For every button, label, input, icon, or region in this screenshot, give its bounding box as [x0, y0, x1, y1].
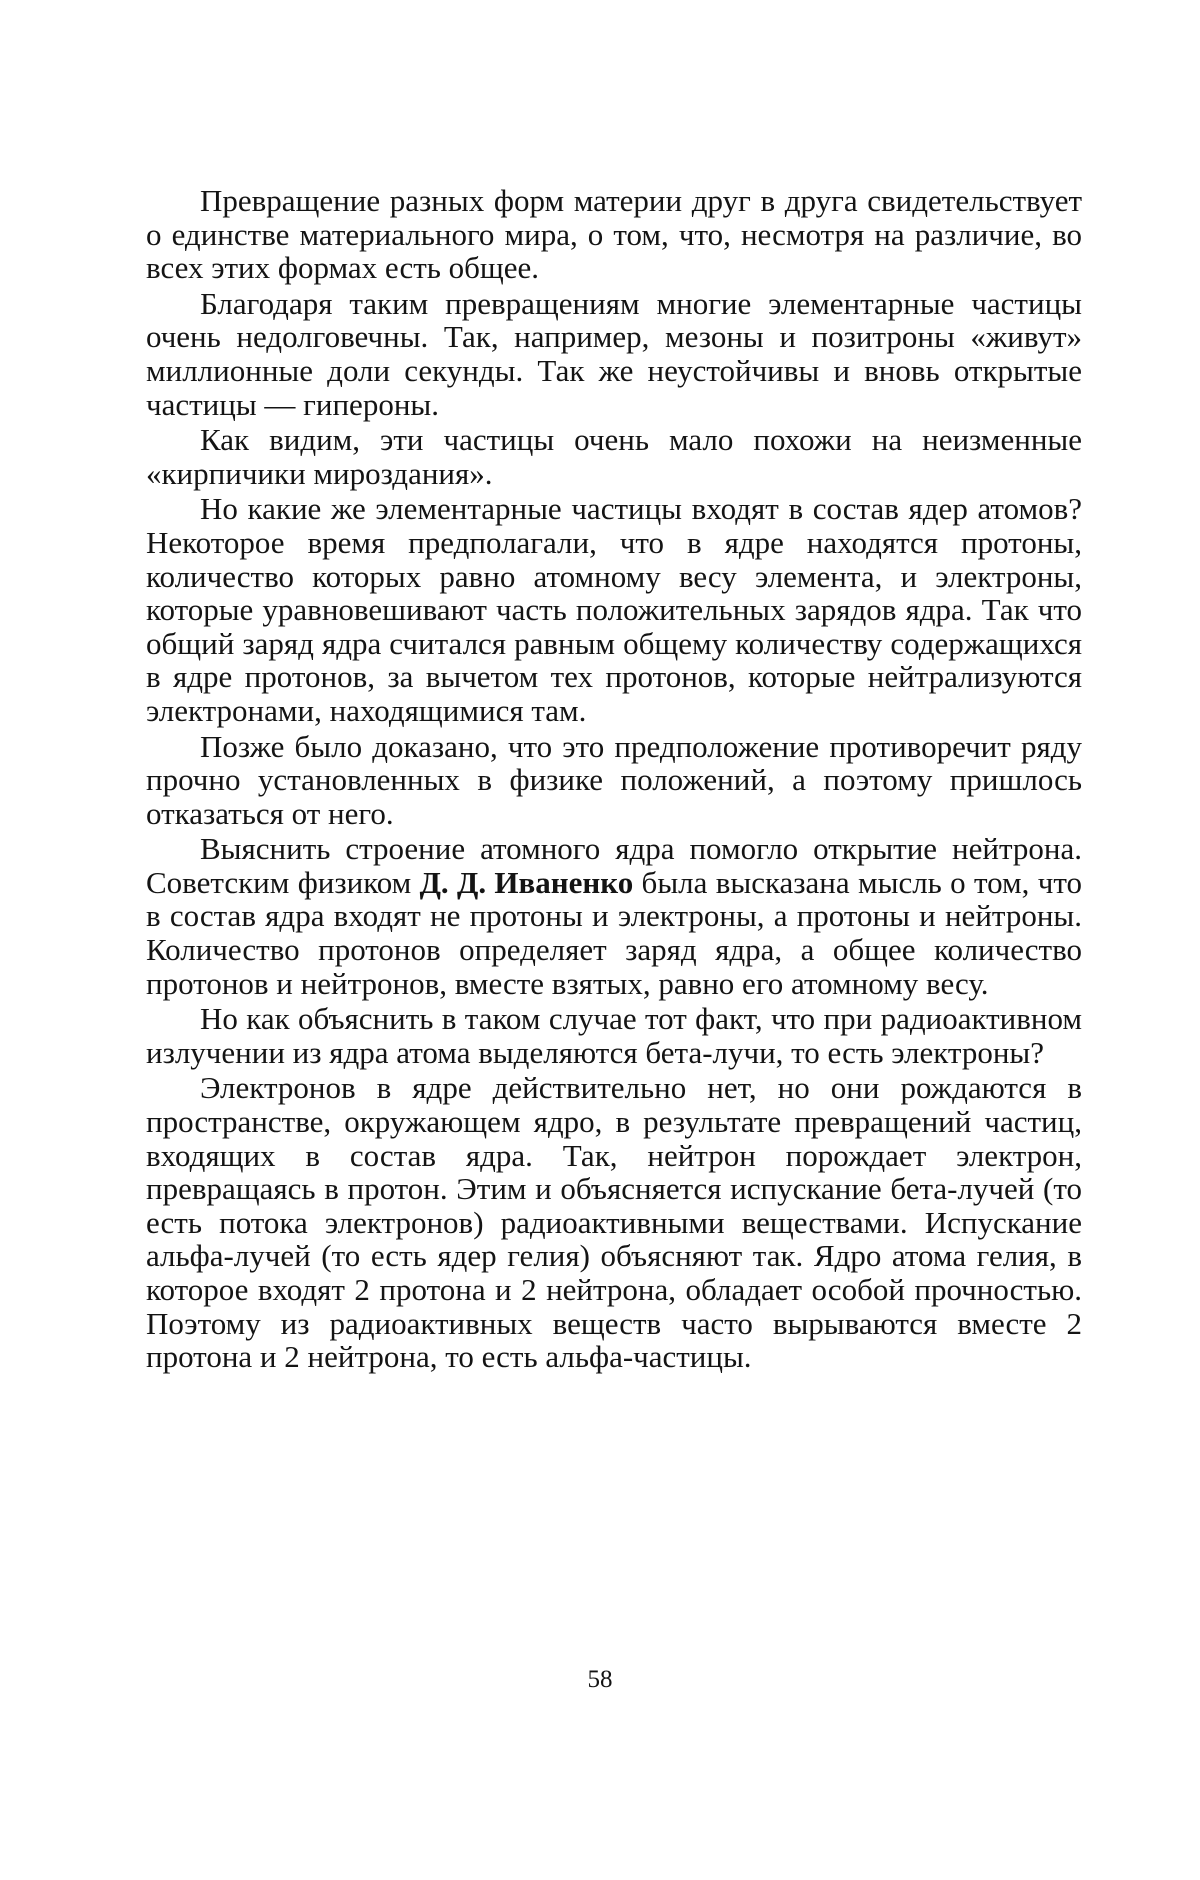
paragraph-6-text-before: Выяснить строение атомного ядра помогло открытие нейтрона. Советским физиком: [146, 831, 1082, 900]
paragraph-1: [146, 184, 1082, 285]
paragraph-1-text: Превращение разных форм материи друг в друга свидетельствует о единстве материального мира, о том, что, несмотря на различие, во всех этих формах есть общее.: [146, 183, 1082, 286]
paragraph-4: [146, 492, 1082, 727]
paragraph-8-text: Электронов в ядре действительно нет, но они рождаются в пространстве, окружающем ядро, в результате превращений частиц, входящих в состав ядра. Так, нейтрон порождает электрон, превращаясь в протон. Этим и объясняется испускание бета-лучей (то есть потока электронов) радиоактивными веществами. Испускание альфа-лучей (то есть ядер гелия) объясняют так. Ядро атома гелия, в которое входят 2 протона и 2 нейтрона, обладает особой прочностью. Поэтому из радиоактивных веществ часто вырываются вместе 2 протона и 2 нейтрона, то есть альфа-частицы.: [146, 1070, 1082, 1375]
page-number: 58: [587, 1666, 613, 1693]
paragraph-7-text: Но как объяснить в таком случае тот факт, что при радиоактивном излучении из ядра атома выделяются бета-лучи, то есть электроны?: [146, 1001, 1082, 1070]
paragraph-7: [146, 1002, 1082, 1069]
body-text: [146, 184, 1082, 1376]
paragraph-2: [146, 287, 1082, 421]
paragraph-3-text: Как видим, эти частицы очень мало похожи на неизменные «кирпичики мироздания».: [146, 422, 1082, 491]
paragraph-4-text: Но какие же элементарные частицы входят в состав ядер атомов? Некоторое время предполагали, что в ядре находятся протоны, количество которых равно атомному весу элемента, и электроны, которые уравновешивают часть положительных зарядов ядра. Так что общий заряд ядра считался равным общему количеству содержащихся в ядре протонов, за вычетом тех протонов, которые нейтрализуются электронами, находящимися там.: [146, 491, 1082, 728]
paragraph-3: [146, 423, 1082, 490]
paragraph-2-text: Благодаря таким превращениям многие элементарные частицы очень недолговечны. Так, например, мезоны и позитроны «живут» миллионные доли секунды. Так же неустойчивы и вновь открытые частицы — гипероны.: [146, 285, 1082, 422]
physicist-name: Д. Д. Иваненко: [419, 864, 634, 900]
paragraph-5-text: Позже было доказано, что это предположение противоречит ряду прочно установленных в физике положений, а поэтому пришлось отказаться от него.: [146, 728, 1082, 831]
paragraph-6-text-after: была высказана мысль о том, что в состав ядра входят не протоны и электроны, а протоны и нейтроны. Количество протонов определяет заряд ядра, а общее количество протонов и нейтронов, вместе взятых, равно его атомному весу.: [146, 864, 1082, 1001]
paragraph-8: [146, 1071, 1082, 1373]
paragraph-6: [146, 832, 1082, 1000]
paragraph-5: [146, 730, 1082, 831]
